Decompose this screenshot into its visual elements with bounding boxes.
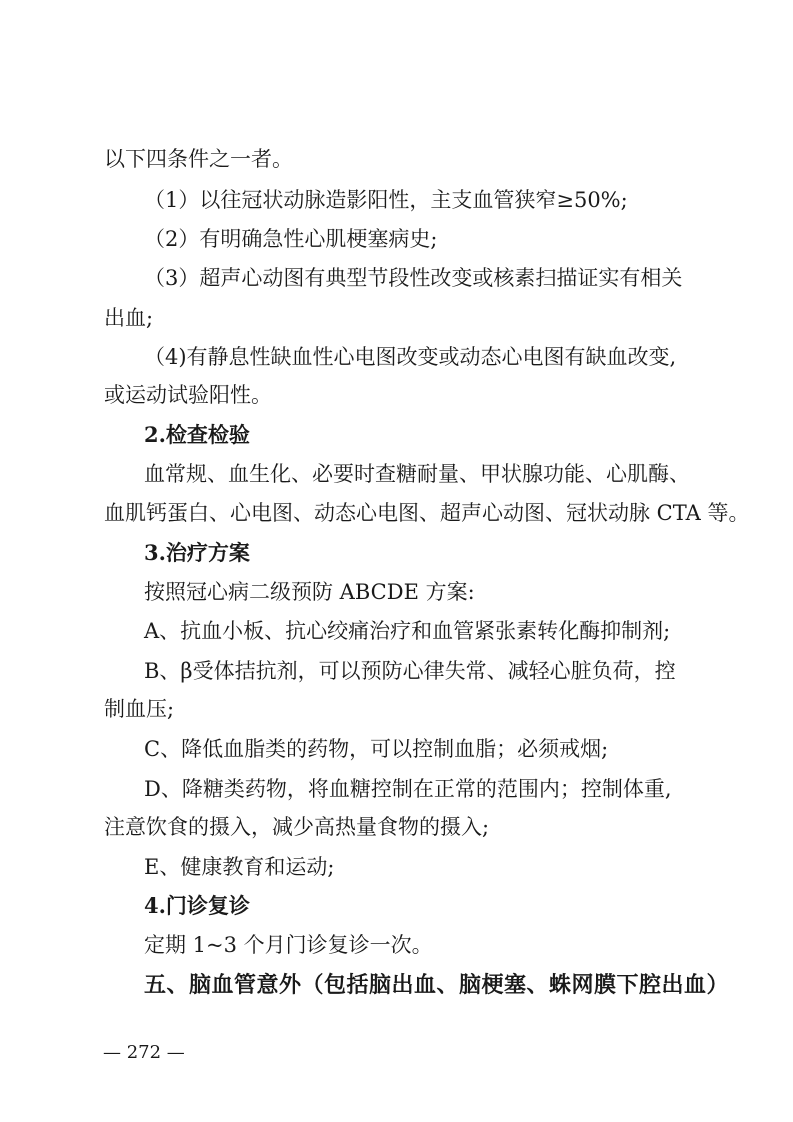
page-number: — 272 — xyxy=(103,1042,185,1063)
chapter-heading: 五、脑血管意外（包括脑出血、脑梗塞、蛛网膜下腔出血） xyxy=(144,972,730,998)
text-line: E、健康教育和运动; xyxy=(144,855,335,879)
section-heading: 2.检查检验 xyxy=(144,422,250,447)
section-heading: 3.治疗方案 xyxy=(144,540,250,565)
text-line: 血常规、血生化、必要时查糖耐量、甲状腺功能、心肌酶、 xyxy=(144,462,690,486)
text-line: C、降低血脂类的药物，可以控制血脂；必须戒烟; xyxy=(144,737,609,761)
text-line: 制血压; xyxy=(104,697,175,721)
text-line: 定期 1~3 个月门诊复诊一次。 xyxy=(144,933,433,957)
text-line: 或运动试验阳性。 xyxy=(104,383,272,407)
text-line: A、抗血小板、抗心绞痛治疗和血管紧张素转化酶抑制剂; xyxy=(144,619,671,643)
text-line: 血肌钙蛋白、心电图、动态心电图、超声心动图、冠状动脉 CTA 等。 xyxy=(104,501,750,525)
text-line: 注意饮食的摄入，减少高热量食物的摄入; xyxy=(104,815,490,839)
text-line: （2）有明确急性心肌梗塞病史; xyxy=(144,227,438,251)
text-line: （1）以往冠状动脉造影阳性，主支血管狭窄≥50%; xyxy=(144,188,628,212)
text-line: B、β受体拮抗剂，可以预防心律失常、减轻心脏负荷，控 xyxy=(144,659,676,683)
text-line: 按照冠心病二级预防 ABCDE 方案: xyxy=(144,580,475,604)
text-line: 出血; xyxy=(104,306,154,330)
text-line: （4)有静息性缺血性心电图改变或动态心电图有缺血改变, xyxy=(144,345,677,369)
section-heading: 4.门诊复诊 xyxy=(144,893,250,918)
text-line: （3）超声心动图有典型节段性改变或核素扫描证实有相关 xyxy=(144,266,683,290)
text-line: D、降糖类药物，将血糖控制在正常的范围内；控制体重, xyxy=(144,777,672,801)
text-line: 以下四条件之一者。 xyxy=(104,147,293,171)
